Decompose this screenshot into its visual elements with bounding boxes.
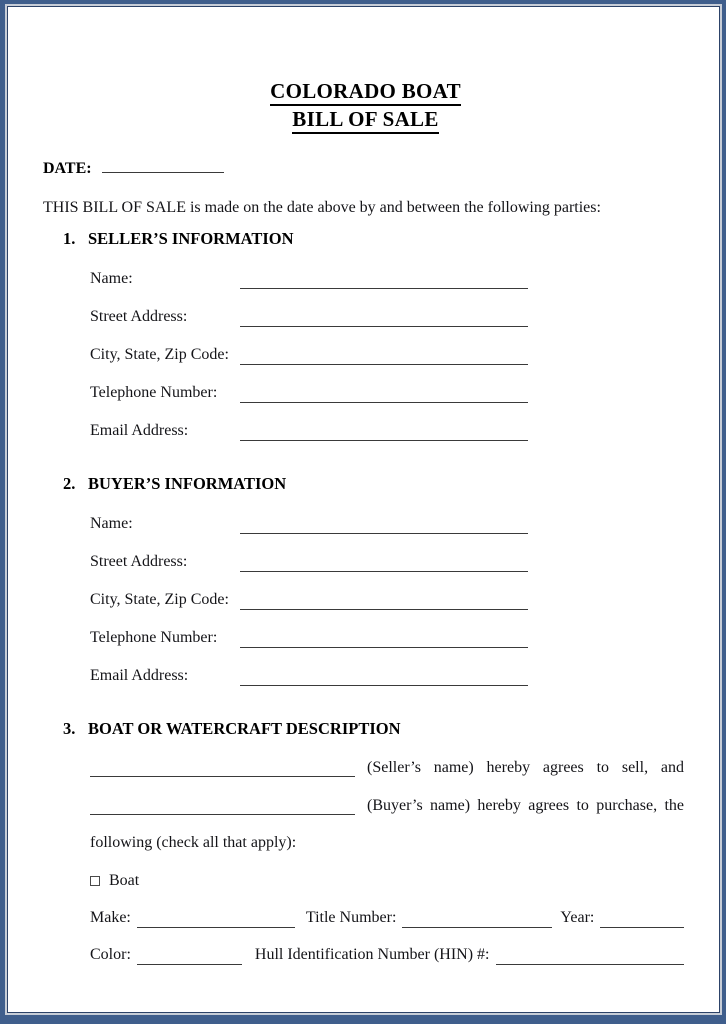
date-blank-line[interactable]: [102, 158, 224, 173]
hin-blank-line[interactable]: [496, 945, 685, 965]
buyer-name-blank-line[interactable]: [90, 797, 355, 815]
intro-paragraph: THIS BILL OF SALE is made on the date above by and between the following parties:: [43, 199, 601, 216]
boat-detail-row-1: [90, 908, 684, 928]
boat-checkbox-label: Boat: [109, 872, 140, 889]
field-blank-line[interactable]: [240, 514, 528, 534]
bill-of-sale-document: [7, 6, 720, 1013]
section-heading-description: [63, 719, 688, 739]
seller-fields: [90, 269, 688, 441]
title-line-2: BILL OF SALE: [292, 107, 438, 134]
buyer-line-text: (Buyer’s name) hereby agrees to purchase, the: [367, 797, 684, 814]
section-title: SELLER’S INFORMATION: [88, 229, 294, 248]
field-label: Email Address:: [90, 422, 189, 439]
field-blank-line[interactable]: [240, 628, 528, 648]
seller-name-blank-line[interactable]: [90, 759, 355, 777]
make-label: Make:: [90, 909, 131, 926]
field-label: Telephone Number:: [90, 384, 218, 401]
form-field-row: [90, 269, 528, 289]
field-blank-line[interactable]: [240, 269, 528, 289]
form-field-row: [90, 421, 528, 441]
color-blank-line[interactable]: [137, 945, 242, 965]
date-label: DATE:: [43, 160, 92, 177]
form-field-row: [90, 514, 528, 534]
field-blank-line[interactable]: [240, 345, 528, 365]
buyer-fields: [90, 514, 688, 686]
section-number: 3.: [63, 719, 76, 738]
field-label: Email Address:: [90, 667, 189, 684]
seller-name-line: [90, 757, 684, 777]
section-number: 2.: [63, 474, 76, 493]
form-field-row: [90, 666, 528, 686]
year-label: Year:: [560, 909, 595, 926]
field-label: Telephone Number:: [90, 629, 218, 646]
document-title: [43, 79, 688, 134]
color-label: Color:: [90, 946, 131, 963]
form-field-row: [90, 307, 528, 327]
buyer-name-line: [90, 795, 684, 815]
section-heading-buyer: [63, 474, 688, 494]
boat-checkbox[interactable]: [90, 876, 100, 886]
check-all-instruction: following (check all that apply):: [90, 834, 297, 851]
form-field-row: [90, 590, 528, 610]
field-label: City, State, Zip Code:: [90, 346, 229, 363]
field-blank-line[interactable]: [240, 307, 528, 327]
field-label: Name:: [90, 270, 133, 287]
field-blank-line[interactable]: [240, 590, 528, 610]
description-body: [90, 757, 688, 965]
seller-line-text: (Seller’s name) hereby agrees to sell, and: [367, 759, 684, 776]
section-heading-seller: [63, 229, 688, 249]
form-field-row: [90, 345, 528, 365]
form-field-row: [90, 552, 528, 572]
field-blank-line[interactable]: [240, 383, 528, 403]
field-label: Street Address:: [90, 308, 188, 325]
field-blank-line[interactable]: [240, 552, 528, 572]
make-blank-line[interactable]: [137, 908, 295, 928]
title-number-blank-line[interactable]: [402, 908, 552, 928]
section-title: BUYER’S INFORMATION: [88, 474, 287, 493]
field-blank-line[interactable]: [240, 666, 528, 686]
year-blank-line[interactable]: [600, 908, 684, 928]
field-label: Street Address:: [90, 553, 188, 570]
title-line-1: COLORADO BOAT: [270, 79, 461, 106]
form-field-row: [90, 383, 528, 403]
date-row: [43, 158, 688, 178]
boat-checkbox-row: [90, 871, 688, 891]
field-blank-line[interactable]: [240, 421, 528, 441]
field-label: Name:: [90, 515, 133, 532]
field-label: City, State, Zip Code:: [90, 591, 229, 608]
hin-label: Hull Identification Number (HIN) #:: [254, 946, 490, 963]
form-field-row: [90, 628, 528, 648]
title-number-label: Title Number:: [305, 909, 397, 926]
boat-detail-row-2: [90, 945, 684, 965]
section-number: 1.: [63, 229, 76, 248]
section-title: BOAT OR WATERCRAFT DESCRIPTION: [88, 719, 401, 738]
